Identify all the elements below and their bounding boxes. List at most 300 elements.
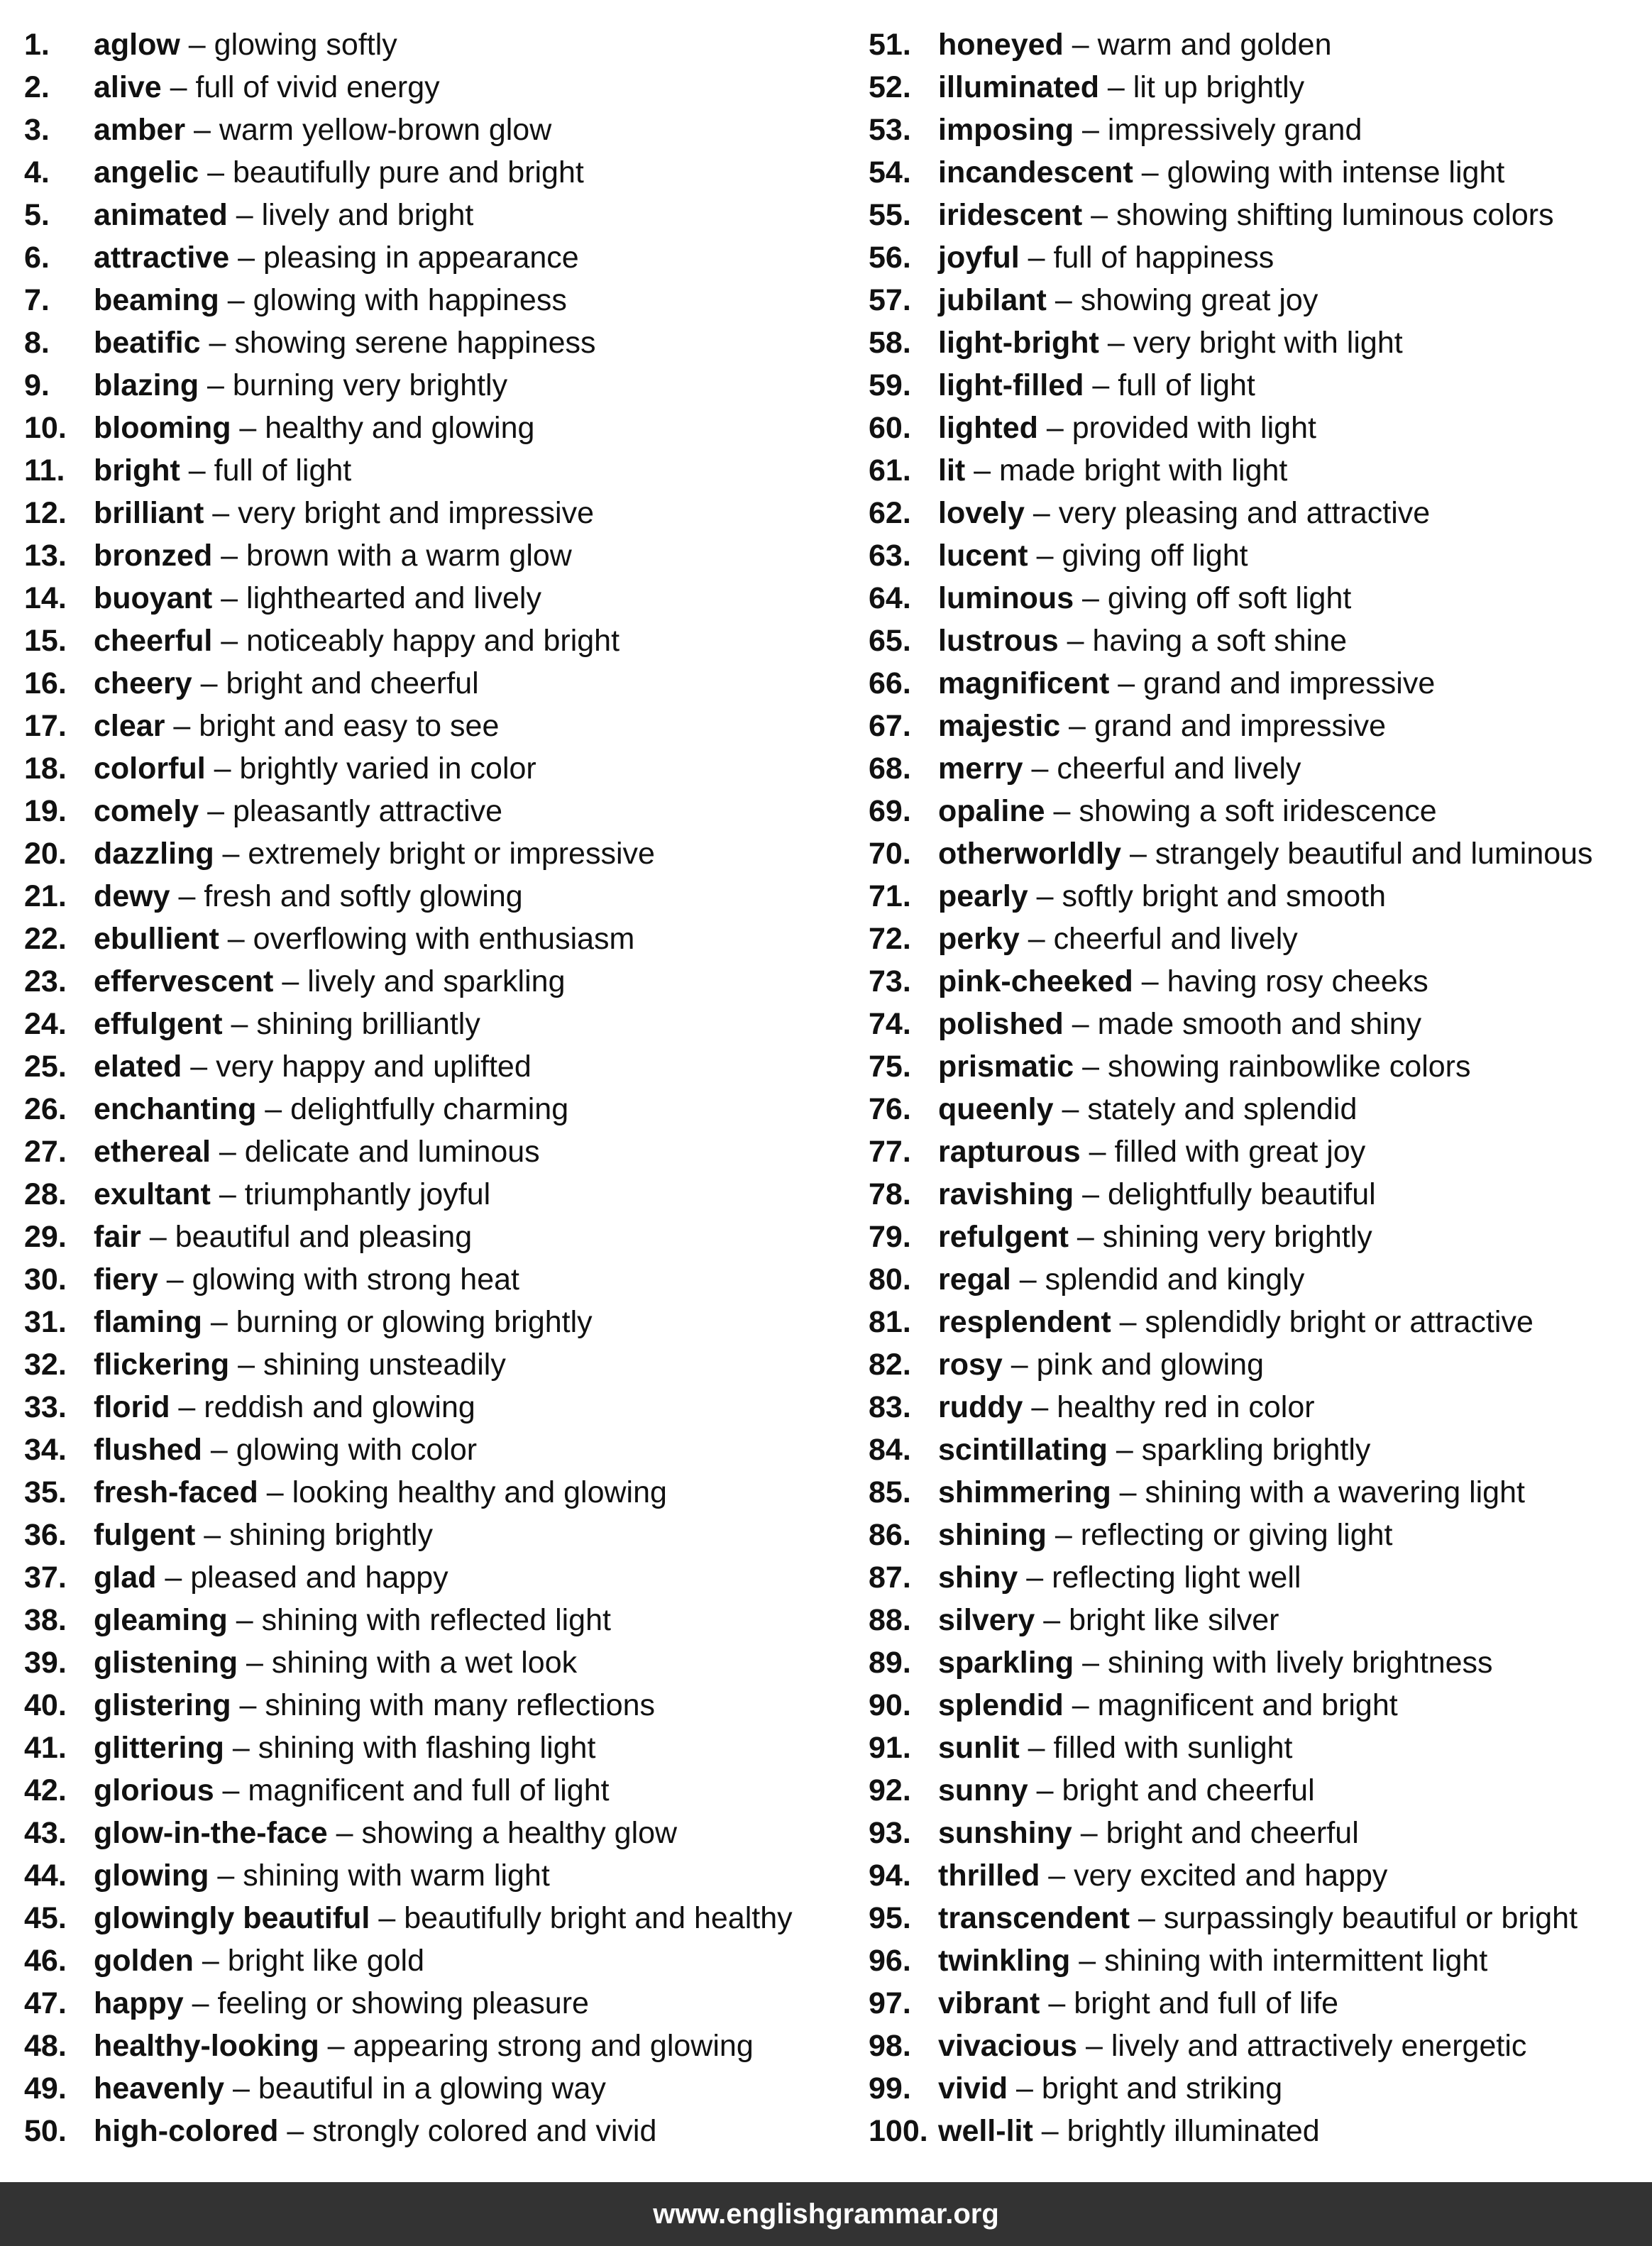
list-item — [869, 196, 1649, 238]
item-number: 45. — [24, 1901, 67, 1935]
footer-url: www.englishgrammar.org — [653, 2198, 999, 2230]
item-number: 6. — [24, 241, 50, 275]
item-separator: – — [199, 368, 233, 402]
item-separator: – — [1060, 709, 1094, 743]
list-item — [24, 1686, 847, 1729]
item-number: 40. — [24, 1688, 67, 1722]
item-number: 65. — [869, 624, 911, 658]
item-word: florid — [94, 1390, 170, 1424]
item-number: 56. — [869, 241, 911, 275]
list-item — [24, 835, 847, 877]
item-word: light-bright — [938, 326, 1099, 360]
item-number: 78. — [869, 1177, 911, 1211]
item-definition: shining with many reflections — [265, 1688, 656, 1722]
item-word: brilliant — [94, 496, 204, 530]
footer-banner — [0, 2182, 1652, 2246]
item-separator: – — [161, 70, 196, 104]
list-item — [869, 238, 1649, 281]
item-word: enchanting — [94, 1092, 257, 1126]
item-word: illuminated — [938, 70, 1099, 104]
item-definition: glowing softly — [214, 28, 397, 62]
item-number: 5. — [24, 198, 50, 232]
item-separator: – — [1074, 1177, 1108, 1211]
item-number: 67. — [869, 709, 911, 743]
item-word: twinkling — [938, 1944, 1071, 1978]
item-number: 23. — [24, 964, 67, 998]
item-word: ebullient — [94, 922, 219, 956]
item-word: queenly — [938, 1092, 1054, 1126]
item-separator: – — [224, 1731, 258, 1765]
item-definition: full of vivid energy — [195, 70, 440, 104]
item-number: 75. — [869, 1050, 911, 1084]
item-separator: – — [238, 1646, 272, 1680]
item-number: 7. — [24, 283, 50, 317]
item-definition: shining unsteadily — [263, 1348, 506, 1382]
item-separator: – — [214, 837, 248, 871]
item-word: rapturous — [938, 1135, 1081, 1169]
item-number: 60. — [869, 411, 911, 445]
item-separator: – — [965, 453, 1000, 488]
item-number: 14. — [24, 581, 67, 615]
item-definition: pleased and happy — [190, 1560, 448, 1595]
item-separator: – — [229, 241, 264, 275]
item-number: 41. — [24, 1731, 67, 1765]
item-separator: – — [165, 709, 199, 743]
item-word: splendid — [938, 1688, 1064, 1722]
item-number: 52. — [869, 70, 911, 104]
item-definition: very happy and uplifted — [216, 1050, 532, 1084]
item-word: shimmering — [938, 1475, 1111, 1509]
item-word: flickering — [94, 1348, 230, 1382]
item-separator: – — [1024, 496, 1059, 530]
item-word: otherworldly — [938, 837, 1122, 871]
item-word: regal — [938, 1262, 1011, 1297]
item-separator: – — [1032, 2114, 1067, 2148]
item-separator: – — [212, 581, 247, 615]
item-definition: impressively grand — [1107, 113, 1362, 147]
item-word: amber — [94, 113, 186, 147]
item-number: 30. — [24, 1262, 67, 1297]
item-definition: pleasing in appearance — [263, 241, 579, 275]
item-word: animated — [94, 198, 228, 232]
item-separator: – — [227, 1603, 262, 1637]
item-separator: – — [183, 1986, 218, 2020]
item-separator: – — [1040, 1986, 1074, 2020]
list-item — [24, 920, 847, 962]
item-number: 74. — [869, 1007, 911, 1041]
item-number: 54. — [869, 155, 911, 189]
item-separator: – — [214, 1773, 248, 1807]
item-number: 18. — [24, 752, 67, 786]
item-separator: – — [185, 113, 219, 147]
list-item — [869, 153, 1649, 196]
item-definition: showing great joy — [1080, 283, 1318, 317]
item-number: 20. — [24, 837, 67, 871]
item-word: vivid — [938, 2071, 1008, 2105]
item-word: flushed — [94, 1433, 202, 1467]
item-word: glowingly beautiful — [94, 1901, 370, 1935]
item-definition: shining very brightly — [1102, 1220, 1372, 1254]
item-definition: beautiful in a glowing way — [258, 2071, 606, 2105]
item-separator: – — [1133, 964, 1167, 998]
list-item — [869, 1814, 1649, 1856]
item-separator: – — [192, 666, 226, 700]
list-item — [24, 1814, 847, 1856]
item-word: merry — [938, 752, 1023, 786]
item-definition: made bright with light — [999, 453, 1288, 488]
item-word: fair — [94, 1220, 141, 1254]
item-number: 66. — [869, 666, 911, 700]
item-definition: bright and cheerful — [226, 666, 479, 700]
item-separator: – — [1008, 2071, 1042, 2105]
item-definition: glowing with intense light — [1167, 155, 1505, 189]
list-item — [869, 1303, 1649, 1345]
item-separator: – — [180, 28, 214, 62]
list-item — [24, 622, 847, 664]
item-definition: very pleasing and attractive — [1058, 496, 1431, 530]
item-word: lustrous — [938, 624, 1059, 658]
list-item — [869, 111, 1649, 153]
item-definition: grand and impressive — [1094, 709, 1387, 743]
item-definition: delightfully charming — [290, 1092, 569, 1126]
item-number: 9. — [24, 368, 50, 402]
item-separator: – — [256, 1092, 291, 1126]
item-word: majestic — [938, 709, 1061, 743]
list-item — [24, 1047, 847, 1090]
item-separator: – — [212, 539, 247, 573]
item-definition: shining with warm light — [243, 1859, 550, 1893]
item-number: 76. — [869, 1092, 911, 1126]
item-word: exultant — [94, 1177, 211, 1211]
item-word: perky — [938, 922, 1020, 956]
item-definition: beautifully pure and bright — [232, 155, 584, 189]
item-definition: looking healthy and glowing — [292, 1475, 667, 1509]
item-word: glad — [94, 1560, 157, 1595]
item-word: opaline — [938, 794, 1045, 828]
item-separator: – — [370, 1901, 404, 1935]
item-definition: provided with light — [1072, 411, 1316, 445]
item-word: scintillating — [938, 1433, 1108, 1467]
list-item — [869, 1644, 1649, 1686]
item-definition: brown with a warm glow — [246, 539, 572, 573]
item-definition: reflecting light well — [1052, 1560, 1301, 1595]
list-item — [24, 1729, 847, 1771]
item-separator: – — [1018, 1560, 1052, 1595]
item-separator: – — [193, 1944, 228, 1978]
item-number: 34. — [24, 1433, 67, 1467]
item-word: colorful — [94, 752, 206, 786]
item-separator: – — [1019, 922, 1054, 956]
list-item — [24, 579, 847, 622]
item-number: 99. — [869, 2071, 911, 2105]
item-definition: showing shifting luminous colors — [1116, 198, 1554, 232]
item-word: polished — [938, 1007, 1064, 1041]
list-item — [24, 1473, 847, 1516]
item-definition: warm yellow-brown glow — [219, 113, 552, 147]
item-number: 89. — [869, 1646, 911, 1680]
item-separator: – — [1037, 411, 1072, 445]
item-definition: cheerful and lively — [1053, 922, 1298, 956]
item-definition: feeling or showing pleasure — [217, 1986, 589, 2020]
item-definition: glowing with strong heat — [192, 1262, 519, 1297]
item-number: 33. — [24, 1390, 67, 1424]
item-word: pearly — [938, 879, 1028, 913]
item-number: 24. — [24, 1007, 67, 1041]
item-number: 27. — [24, 1135, 67, 1169]
item-number: 72. — [869, 922, 911, 956]
item-definition: shining with intermittent light — [1104, 1944, 1488, 1978]
item-word: dewy — [94, 879, 170, 913]
item-word: lighted — [938, 411, 1038, 445]
list-item — [869, 1984, 1649, 2027]
list-item — [24, 1345, 847, 1388]
list-item — [24, 281, 847, 324]
item-number: 17. — [24, 709, 67, 743]
item-definition: triumphantly joyful — [244, 1177, 491, 1211]
list-item — [869, 409, 1649, 451]
item-definition: shining with lively brightness — [1107, 1646, 1493, 1680]
list-item — [869, 1047, 1649, 1090]
list-item — [869, 579, 1649, 622]
item-word: light-filled — [938, 368, 1084, 402]
item-separator: – — [258, 1475, 292, 1509]
item-definition: lively and bright — [261, 198, 474, 232]
item-separator: – — [1045, 794, 1079, 828]
item-definition: shining brightly — [229, 1518, 433, 1552]
list-item — [24, 1005, 847, 1047]
item-definition: magnificent and full of light — [248, 1773, 610, 1807]
item-word: gleaming — [94, 1603, 228, 1637]
item-separator: – — [170, 879, 204, 913]
item-separator: – — [1046, 283, 1081, 317]
item-number: 61. — [869, 453, 911, 488]
item-word: sunlit — [938, 1731, 1020, 1765]
item-number: 21. — [24, 879, 67, 913]
item-separator: – — [209, 1859, 243, 1893]
item-number: 26. — [24, 1092, 67, 1126]
item-definition: bright and full of life — [1074, 1986, 1339, 2020]
item-separator: – — [1023, 1390, 1057, 1424]
item-separator: – — [212, 624, 247, 658]
item-word: sunshiny — [938, 1816, 1072, 1850]
item-separator: – — [1058, 624, 1093, 658]
item-word: joyful — [938, 241, 1020, 275]
item-separator: – — [1046, 1518, 1081, 1552]
item-definition: bright and cheerful — [1106, 1816, 1359, 1850]
item-number: 39. — [24, 1646, 67, 1680]
item-word: healthy-looking — [94, 2029, 319, 2063]
item-definition: noticeably happy and bright — [246, 624, 620, 658]
list-item — [869, 920, 1649, 962]
list-item — [24, 1601, 847, 1644]
item-word: well-lit — [938, 2114, 1033, 2148]
item-number: 84. — [869, 1433, 911, 1467]
item-word: blazing — [94, 368, 199, 402]
item-definition: pleasantly attractive — [233, 794, 503, 828]
item-word: dazzling — [94, 837, 214, 871]
item-separator: – — [229, 1348, 263, 1382]
item-separator: – — [1070, 1944, 1105, 1978]
item-word: cheerful — [94, 624, 213, 658]
list-item — [24, 111, 847, 153]
item-word: fresh-faced — [94, 1475, 258, 1509]
list-item — [869, 1601, 1649, 1644]
item-number: 62. — [869, 496, 911, 530]
item-definition: full of happiness — [1053, 241, 1274, 275]
item-number: 87. — [869, 1560, 911, 1595]
item-definition: lighthearted and lively — [246, 581, 541, 615]
item-word: glow-in-the-face — [94, 1816, 328, 1850]
list-item — [24, 2069, 847, 2112]
item-definition: shining with reflected light — [261, 1603, 611, 1637]
list-item — [24, 1644, 847, 1686]
item-definition: delicate and luminous — [244, 1135, 540, 1169]
item-separator: – — [1109, 666, 1144, 700]
item-word: beaming — [94, 283, 219, 317]
item-definition: strangely beautiful and luminous — [1155, 837, 1593, 871]
item-number: 28. — [24, 1177, 67, 1211]
list-item — [869, 1473, 1649, 1516]
list-item — [869, 1260, 1649, 1303]
item-definition: full of light — [1118, 368, 1255, 402]
item-word: lovely — [938, 496, 1025, 530]
list-item — [24, 451, 847, 494]
item-number: 46. — [24, 1944, 67, 1978]
item-number: 70. — [869, 837, 911, 871]
item-separator: – — [199, 794, 233, 828]
list-item — [869, 1729, 1649, 1771]
item-definition: lit up brightly — [1133, 70, 1305, 104]
item-word: heavenly — [94, 2071, 225, 2105]
list-item — [24, 749, 847, 792]
item-separator: – — [199, 155, 233, 189]
item-word: attractive — [94, 241, 230, 275]
item-definition: showing a soft iridescence — [1079, 794, 1437, 828]
list-item — [869, 68, 1649, 111]
item-number: 63. — [869, 539, 911, 573]
item-definition: burning or glowing brightly — [236, 1305, 593, 1339]
item-separator: – — [231, 1688, 265, 1722]
item-definition: lively and sparkling — [307, 964, 566, 998]
list-item — [24, 1899, 847, 1942]
list-item — [869, 2112, 1649, 2154]
list-item — [24, 792, 847, 835]
list-item — [869, 1218, 1649, 1260]
item-number: 43. — [24, 1816, 67, 1850]
item-number: 15. — [24, 624, 67, 658]
item-number: 86. — [869, 1518, 911, 1552]
list-item — [869, 536, 1649, 579]
item-number: 88. — [869, 1603, 911, 1637]
list-item — [24, 366, 847, 409]
item-definition: burning very brightly — [232, 368, 508, 402]
item-separator: – — [210, 1135, 245, 1169]
item-definition: magnificent and bright — [1097, 1688, 1398, 1722]
item-number: 12. — [24, 496, 67, 530]
item-separator: – — [202, 1433, 236, 1467]
item-number: 68. — [869, 752, 911, 786]
list-item — [869, 1090, 1649, 1133]
item-number: 29. — [24, 1220, 67, 1254]
item-number: 22. — [24, 922, 67, 956]
item-definition: grand and impressive — [1143, 666, 1436, 700]
item-separator: – — [1121, 837, 1155, 871]
item-separator: – — [1084, 368, 1118, 402]
item-separator: – — [1063, 28, 1098, 62]
item-separator: – — [1063, 1007, 1098, 1041]
item-number: 83. — [869, 1390, 911, 1424]
item-number: 10. — [24, 411, 67, 445]
list-item — [24, 1942, 847, 1984]
list-item — [24, 1771, 847, 1814]
item-number: 50. — [24, 2114, 67, 2148]
item-definition: shining brilliantly — [256, 1007, 480, 1041]
item-number: 77. — [869, 1135, 911, 1169]
list-item — [24, 153, 847, 196]
item-definition: beautiful and pleasing — [175, 1220, 473, 1254]
item-word: fiery — [94, 1262, 158, 1297]
list-item — [869, 1771, 1649, 1814]
item-word: incandescent — [938, 155, 1133, 189]
item-word: clear — [94, 709, 165, 743]
item-definition: beautifully bright and healthy — [404, 1901, 793, 1935]
item-number: 58. — [869, 326, 911, 360]
list-item — [24, 877, 847, 920]
item-definition: extremely bright or impressive — [248, 837, 655, 871]
item-number: 11. — [24, 453, 65, 488]
list-item — [24, 2112, 847, 2154]
item-word: beatific — [94, 326, 201, 360]
item-separator: – — [273, 964, 308, 998]
item-number: 3. — [24, 113, 50, 147]
item-separator: – — [1053, 1092, 1088, 1126]
item-separator: – — [1002, 1348, 1037, 1382]
item-word: glittering — [94, 1731, 224, 1765]
list-item — [869, 1388, 1649, 1431]
word-list-right-column — [869, 26, 1649, 2154]
item-definition: cheerful and lively — [1057, 752, 1301, 786]
list-item — [24, 494, 847, 536]
item-word: bright — [94, 453, 180, 488]
item-definition: made smooth and shiny — [1097, 1007, 1422, 1041]
item-number: 82. — [869, 1348, 911, 1382]
item-separator: – — [1098, 326, 1133, 360]
item-definition: brightly illuminated — [1067, 2114, 1320, 2148]
item-number: 49. — [24, 2071, 67, 2105]
list-item — [869, 962, 1649, 1005]
list-item — [24, 536, 847, 579]
item-number: 47. — [24, 1986, 67, 2020]
item-word: golden — [94, 1944, 194, 1978]
item-definition: bright and cheerful — [1062, 1773, 1315, 1807]
list-item — [869, 1431, 1649, 1473]
item-number: 96. — [869, 1944, 911, 1978]
item-separator: – — [195, 1518, 230, 1552]
list-item — [24, 68, 847, 111]
item-word: ethereal — [94, 1135, 211, 1169]
item-number: 2. — [24, 70, 50, 104]
item-word: honeyed — [938, 28, 1064, 62]
list-item — [24, 1431, 847, 1473]
item-definition: glowing with color — [236, 1433, 478, 1467]
item-word: fulgent — [94, 1518, 196, 1552]
item-word: vivacious — [938, 2029, 1077, 2063]
item-separator: – — [1111, 1475, 1145, 1509]
item-separator: – — [156, 1560, 191, 1595]
item-definition: showing a healthy glow — [361, 1816, 678, 1850]
item-definition: showing serene happiness — [234, 326, 596, 360]
item-word: luminous — [938, 581, 1074, 615]
